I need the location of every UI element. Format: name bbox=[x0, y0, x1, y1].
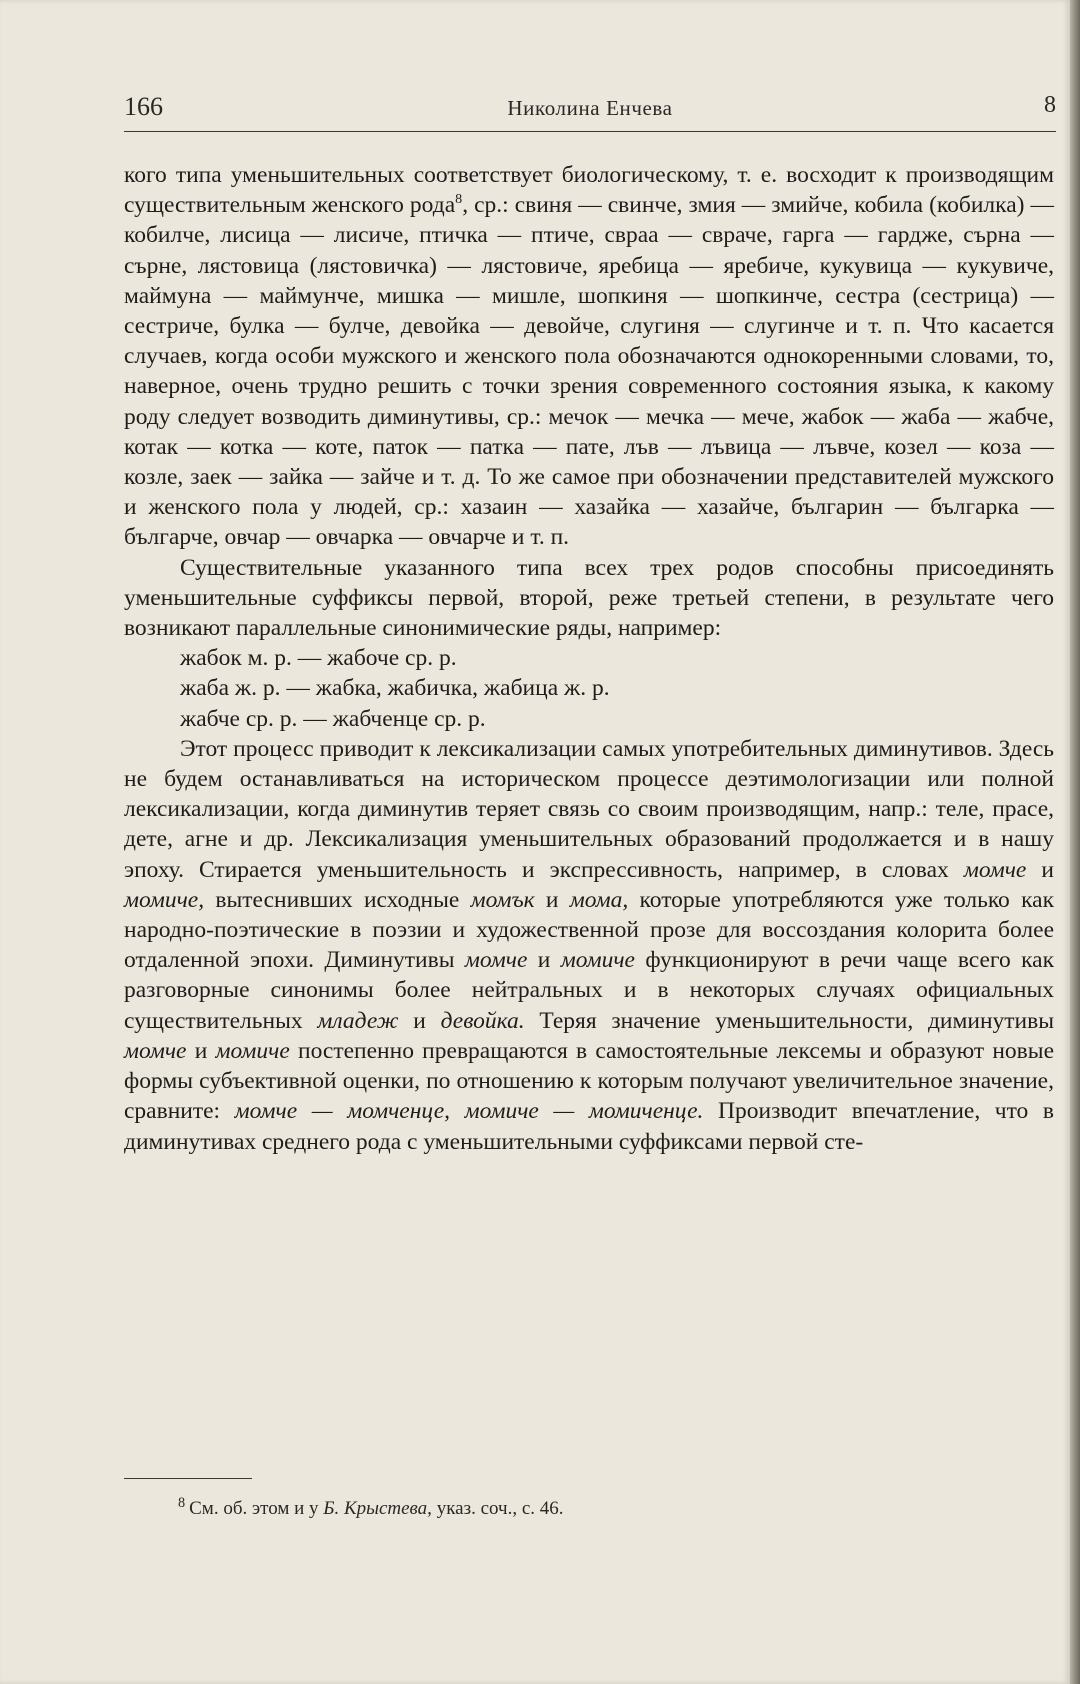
example-line: жабок м. р. — жабоче ср. р. bbox=[180, 645, 457, 672]
text-run: Производит впечатление, что в диминутивах среднего рода с уменьшительными суффиксами первой сте- bbox=[124, 1098, 1054, 1155]
text-run: и bbox=[534, 886, 570, 913]
italic-term: младеж bbox=[317, 1007, 399, 1034]
text-run: Теряя значение уменьшительности, диминутивы bbox=[524, 1007, 1055, 1034]
example-line: жабче ср. р. — жабченце ср. р. bbox=[180, 705, 486, 732]
text-run: и bbox=[398, 1007, 441, 1034]
footnote bbox=[178, 1496, 1028, 1522]
text-run: вытеснивших исходные bbox=[204, 886, 471, 913]
italic-term: момиче bbox=[560, 947, 635, 974]
footnote-rule bbox=[124, 1478, 252, 1479]
example-line: жаба ж. р. — жабка, жабичка, жабица ж. р. bbox=[180, 675, 610, 702]
header-rule bbox=[124, 131, 1056, 132]
italic-term: момче bbox=[963, 856, 1027, 883]
italic-term: момче — момченце, момиче — момиченце. bbox=[234, 1098, 704, 1125]
footnote-ref: 8 bbox=[455, 191, 463, 208]
footnote-author: Б. Крыстева, bbox=[323, 1498, 432, 1519]
text-run: постепенно превращаются в самостоятельные лексемы и образуют новые формы субъективной оценки, по отношению к которым получают увеличительное значение, сравните: bbox=[124, 1037, 1054, 1125]
italic-term: момче bbox=[124, 1037, 187, 1064]
italic-term: девойка. bbox=[440, 1007, 525, 1034]
text-run: которые употребляются уже только как народно-поэтические в поэзии и художественной прозе для воссоздания колорита более отдаленной эпохи. Диминутивы bbox=[124, 886, 1054, 974]
page-edge bbox=[1070, 0, 1080, 1684]
italic-term: момиче, bbox=[124, 886, 205, 913]
page-number: 166 bbox=[124, 92, 163, 121]
italic-term: мома, bbox=[569, 886, 629, 913]
text-run: и bbox=[527, 947, 561, 974]
main-text bbox=[124, 160, 1054, 1157]
running-head: Николина Енчева bbox=[507, 96, 673, 120]
footnote-mark: 8 bbox=[178, 1494, 186, 1511]
italic-term: момиче bbox=[215, 1037, 290, 1064]
italic-term: момче bbox=[464, 947, 528, 974]
text-run: и bbox=[1026, 856, 1054, 883]
text-run: Этот процесс приводит к лексикализации самых употребительных диминутивов. Здесь не будем останавливаться на историческом процессе деэтимологизации или полной лексикализации, когда диминутив теряет связь со своим производящим, напр.: теле, прасе, дете, агне и др. Лексикализация уменьшительных образований продолжается и в нашу эпоху. Стирается уменьшительность и экспрессивность, например, в словах bbox=[124, 735, 1054, 883]
paragraph-1-rest: , ср.: свиня — свинче, змия — змийче, кобила (кобилка) — кобилче, лисица — лисиче, птичка — птиче, свраа — сврачe, гарга — гардже, сърна — сърне, лястовица (лястовичка) — лястовиче, яребица — яребиче, кукувица — кукувиче, маймуна — маймунче, мишка — мишле, шопкиня — шопкинче, сестра (сестрица) — сестриче, булка — булче, девойка — девойче, слугиня — слугинче и т. п. Что касается случаев, когда особи мужского и женского пола обозначаются однокоренными словами, то, наверное, очень трудно решить с точки зрения современного состояния языка, к какому роду следует возводить диминутивы, ср.: мечок — мечка — мече, жабок — жаба — жабче, котак — котка — коте, паток — патка — пате, лъв — лъвица — лъвче, козел — коза — козле, заек — зайка — зайче и т. д. То же самое при обозначении представителей мужского и женского пола у людей, ср.: хазаин — хазайка — хазайче, българин — българка — българче, овчар — овчарка — овчарче и т. п. bbox=[124, 192, 1054, 551]
footnote-text: указ. соч., с. 46. bbox=[431, 1498, 564, 1519]
paragraph-2: Существительные указанного типа всех трех родов способны присоединять уменьшительные суффиксы первой, второй, реже третьей степени, в результате чего возникают параллельные синонимические ряды, например: bbox=[124, 554, 1054, 642]
text-run: и bbox=[186, 1037, 216, 1064]
text-run: функционируют в речи чаще всего как разговорные синонимы более нейтральных и в некоторых случаях официальных существительных bbox=[124, 947, 1055, 1034]
section-mark: 8 bbox=[1044, 92, 1056, 118]
paragraph-1 bbox=[124, 160, 1054, 553]
footnote-text: См. об. этом и у bbox=[189, 1498, 324, 1519]
paragraph-3 bbox=[124, 734, 1054, 1157]
page-header bbox=[124, 92, 1056, 126]
paragraph-1-lead: кого типа уменьшительных соответствует биологическому, т. е. восходит к производящим существительным женского рода bbox=[124, 162, 1054, 219]
italic-term: момък bbox=[470, 886, 535, 913]
